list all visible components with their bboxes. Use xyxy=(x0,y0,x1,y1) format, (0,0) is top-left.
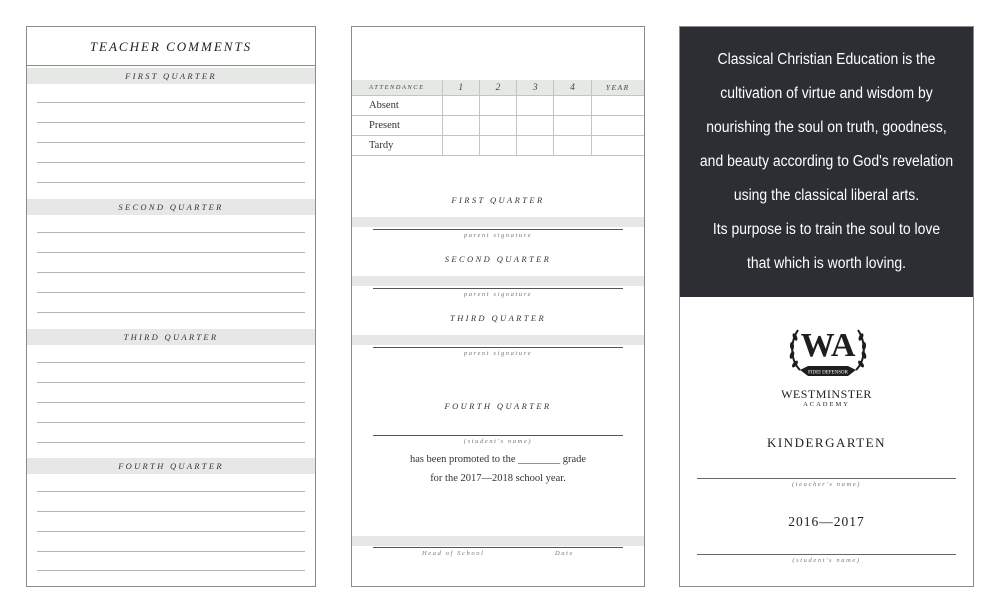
comment-line xyxy=(37,442,305,443)
table-cell xyxy=(479,116,516,136)
band xyxy=(352,217,644,227)
table-row xyxy=(352,116,644,136)
mission-line: Classical Christian Education is the xyxy=(717,51,936,68)
grade-title: KINDERGARTEN xyxy=(766,435,887,450)
student-name-caption: (student's name) xyxy=(463,438,533,445)
band xyxy=(352,276,644,286)
comment-line xyxy=(37,511,305,512)
table-cell xyxy=(591,96,644,116)
table-cell xyxy=(554,116,591,136)
crest-motto: FIDEI DEFENSOR xyxy=(808,370,848,376)
teacher-name-line xyxy=(697,478,956,479)
mission-line: Its purpose is to train the soul to love xyxy=(712,221,941,238)
year-header: YEAR xyxy=(591,80,644,96)
table-cell xyxy=(442,136,479,156)
first-quarter-band: FIRST QUARTER xyxy=(27,68,315,84)
comment-line xyxy=(37,312,305,313)
school-name: WESTMINSTER xyxy=(781,387,872,401)
band xyxy=(352,335,644,345)
student-name-line xyxy=(373,435,623,436)
teacher-comments-title: TEACHER COMMENTS xyxy=(27,27,315,66)
comment-line xyxy=(37,102,305,103)
mission-line: nourishing the soul on truth, goodness, xyxy=(706,119,947,136)
student-name-caption: (student's name) xyxy=(792,557,861,564)
parent-signature-caption: parent signature xyxy=(463,232,533,239)
head-of-school-line xyxy=(373,547,623,548)
table-cell xyxy=(479,136,516,156)
comment-line xyxy=(37,162,305,163)
promotion-text-line1: has been promoted to the ________ grade xyxy=(409,454,587,465)
table-cell xyxy=(442,96,479,116)
teacher-comments-panel xyxy=(26,26,316,587)
comment-line xyxy=(37,252,305,253)
second-quarter-band: SECOND QUARTER xyxy=(27,199,315,215)
comment-line xyxy=(37,232,305,233)
comment-line xyxy=(37,292,305,293)
mission-line: using the classical liberal arts. xyxy=(733,187,920,204)
table-cell xyxy=(442,116,479,136)
comment-line xyxy=(37,382,305,383)
table-cell xyxy=(591,136,644,156)
table-cell xyxy=(517,116,554,136)
table-row xyxy=(352,136,644,156)
signature-line xyxy=(373,229,623,230)
comment-line xyxy=(37,182,305,183)
quarter-4-header: 4 xyxy=(554,80,591,96)
third-quarter-band: THIRD QUARTER xyxy=(27,329,315,345)
comment-line xyxy=(37,570,305,571)
comment-line xyxy=(37,491,305,492)
head-of-school-caption: Head of School xyxy=(422,550,485,557)
parent-signature-caption: parent signature xyxy=(463,291,533,298)
teacher-name-caption: (teacher's name) xyxy=(791,481,862,488)
signature-line xyxy=(373,288,623,289)
cover-panel xyxy=(679,26,974,587)
quarter-2-header: 2 xyxy=(479,80,516,96)
attendance-signature-panel xyxy=(351,26,645,587)
crest-icon xyxy=(786,320,870,384)
promotion-text-line2: for the 2017—2018 school year. xyxy=(430,473,566,484)
present-label: Present xyxy=(352,116,442,136)
crest-monogram: WA xyxy=(800,327,856,364)
student-name-line xyxy=(697,554,956,555)
table-cell xyxy=(517,136,554,156)
mission-line: that which is worth loving. xyxy=(747,255,906,272)
attendance-header: ATTENDANCE xyxy=(352,80,442,96)
attendance-header-row xyxy=(352,80,644,96)
school-subname: ACADEMY xyxy=(803,401,850,408)
table-cell xyxy=(554,136,591,156)
mission-line: and beauty according to God's revelation xyxy=(699,153,954,170)
school-year: 2016—2017 xyxy=(788,514,865,529)
westminster-crest-logo xyxy=(786,320,870,384)
comment-line xyxy=(37,122,305,123)
table-cell xyxy=(591,116,644,136)
comment-line xyxy=(37,362,305,363)
fourth-quarter-band: FOURTH QUARTER xyxy=(27,458,315,474)
quarter-1-header: 1 xyxy=(442,80,479,96)
third-quarter-title: THIRD QUARTER xyxy=(449,313,547,323)
comment-line xyxy=(37,531,305,532)
comment-line xyxy=(37,272,305,273)
absent-label: Absent xyxy=(352,96,442,116)
signature-line xyxy=(373,347,623,348)
second-quarter-title: SECOND QUARTER xyxy=(444,254,552,264)
tardy-label: Tardy xyxy=(352,136,442,156)
mission-line: cultivation of virtue and wisdom by xyxy=(720,85,933,102)
table-cell xyxy=(479,96,516,116)
first-quarter-title: FIRST QUARTER xyxy=(451,195,545,205)
comment-line xyxy=(37,402,305,403)
comment-line xyxy=(37,142,305,143)
parent-signature-caption: parent signature xyxy=(463,350,533,357)
date-caption: Date xyxy=(555,550,575,557)
quarter-3-header: 3 xyxy=(517,80,554,96)
comment-line xyxy=(37,551,305,552)
comment-line xyxy=(37,422,305,423)
table-row xyxy=(352,96,644,116)
band xyxy=(352,536,644,546)
fourth-quarter-title: FOURTH QUARTER xyxy=(444,401,552,411)
table-cell xyxy=(517,96,554,116)
table-cell xyxy=(554,96,591,116)
mission-statement-block xyxy=(680,27,973,297)
attendance-table xyxy=(352,80,644,156)
